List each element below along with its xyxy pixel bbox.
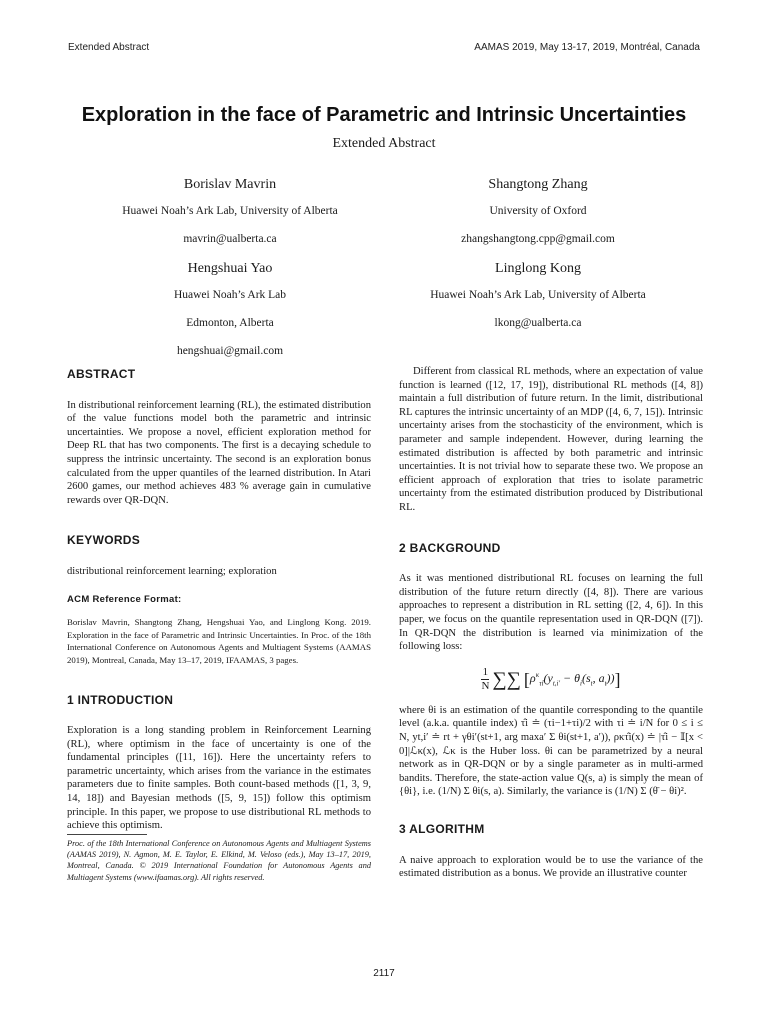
- background-text: As it was mentioned distributional RL focuses on learning the full distribution of the future return directly ([4, 8]). There are various approaches to represent a distribution in RL setting ([2, 4, 6]). In this paper, we focus on the quantile representation used in QR-DQN ([7]). In QR-DQN the distribution is learned via minimization of the following loss:: [399, 573, 703, 653]
- abstract-heading: ABSTRACT: [67, 367, 136, 381]
- paper-title: Exploration in the face of Parametric and Intrinsic Uncertainties: [81, 104, 687, 126]
- paper-subtitle: Extended Abstract: [332, 136, 436, 151]
- running-header-left: Extended Abstract: [68, 42, 150, 53]
- author-location: Edmonton, Alberta: [186, 317, 274, 329]
- running-header-right: AAMAS 2019, May 13-17, 2019, Montréal, Canada: [474, 42, 700, 53]
- author-email: zhangshangtong.cpp@gmail.com: [461, 233, 615, 245]
- algorithm-heading: 3 ALGORITHM: [399, 822, 485, 837]
- footnote-rule: [67, 834, 147, 835]
- background-definitions: where θi is an estimation of the quantile corresponding to the quantile level (a.k.a. quantile index) τ̂i ≐ (τi−1+τi)/2 with τi ≐ i/N for 0 ≤ i ≤ N, yt,i′ ≐ rt + γθi′(st+1, arg maxa′ Σ θi(st+1, a′)), ρκτ̂i(x) ≐ |τ̂i − 𝕀[x < 0]|ℒκ(x), ℒκ is the Huber loss. θi can be parametrized by a neural network as in QR-DQN or by a single parameter as in multi-armed bandits. Therefore, the state-action value Q(s, a) is simply the mean of {θi}, i.e. (1/N) Σ θi(s, a). Similarly, the variance is (1/N) Σ (θ̄ − θi)².: [399, 704, 703, 798]
- page-number: 2117: [373, 968, 395, 979]
- author-affiliation: Huawei Noah’s Ark Lab: [173, 289, 287, 301]
- algorithm-text: A naive approach to exploration would be to use the variance of the estimated distribution as a bonus. We provide an illustrative counter: [399, 854, 703, 880]
- acm-heading: ACM Reference Format:: [67, 593, 182, 605]
- right-column: [399, 365, 703, 881]
- author-affiliation: University of Oxford: [489, 205, 587, 217]
- keywords-text: distributional reinforcement learning; exploration: [67, 565, 277, 577]
- introduction-heading: 1 INTRODUCTION: [67, 692, 174, 707]
- author-email: lkong@ualberta.ca: [494, 317, 582, 329]
- author-block-mavrin: [70, 177, 390, 261]
- author-block-zhang: [378, 177, 698, 261]
- author-block-kong: [378, 261, 698, 345]
- left-column: [67, 368, 371, 833]
- author-affiliation: Huawei Noah’s Ark Lab, University of Alberta: [430, 289, 646, 301]
- author-name: Linglong Kong: [495, 261, 581, 276]
- acm-text: Borislav Mavrin, Shangtong Zhang, Hengshuai Yao, and Linglong Kong. 2019. Exploration in the face of Parametric and Intrinsic Uncertainties. In Proc. of the 18th International Conference on Autonomous Agents and Multiagent Systems (AAMAS 2019), Montreal, Canada, May 13–17, 2019, IFAAMAS, 3 pages.: [67, 617, 371, 665]
- distributional-rl-paragraph: Different from classical RL methods, where an expectation of value function is learned ([12, 17, 19]), distributional RL methods ([4, 8]) maintain a full distribution of future return. In the limit, distributional RL captures the intrinsic uncertainty of an MDP ([4, 6, 7, 15]). Intrinsic uncertainty arises from the stochasticity of the environment, which is parameter and sample independent. However, during learning the estimated distribution is affected by both parametric and intrinsic uncertainties. It is not trivial how to separate these two. We propose an efficient approach of exploration that tries to isolate parametric uncertainty from the estimated distribution produced by Distributional RL.: [399, 366, 703, 513]
- loss-equation: $\frac{1}{N}$ ∑∑ [$\rho^\kappa_{\taûi}(y_{t,i'} - \theta_i(s_t$, $a_t$))]: [481, 665, 621, 693]
- introduction-text: Exploration is a long standing problem in Reinforcement Learning (RL), where optimism in the face of uncertainty is one of the fundamental principles ([11, 16]). Here the uncertainty refers to parametric uncertainty, which arises from the variance in the estimates parameters due to finite samples. Both count-based methods ([1, 3, 9, 14, 18]) and Bayesian methods ([5, 9, 15]) follow this optimism principle. In this paper, we propose to use distributional RL methods to achieve this optimism.: [67, 725, 371, 832]
- footnote: Proc. of the 18th International Conference on Autonomous Agents and Multiagent Systems (AAMAS 2019), N. Agmon, M. E. Taylor, E. Elkind, M. Veloso (eds.), May 13–17, 2019, Montreal, Canada. © 2019 International Foundation for Autonomous Agents and Multiagent Systems (www.ifaamas.org). All rights reserved.: [67, 839, 371, 882]
- author-email: hengshuai@gmail.com: [176, 345, 284, 357]
- author-email: mavrin@ualberta.ca: [183, 233, 277, 245]
- author-affiliation: Huawei Noah’s Ark Lab, University of Alberta: [122, 205, 338, 217]
- background-heading: 2 BACKGROUND: [399, 540, 501, 555]
- author-name: Shangtong Zhang: [488, 177, 588, 192]
- author-name: Hengshuai Yao: [187, 261, 273, 276]
- abstract-text: In distributional reinforcement learning (RL), the estimated distribution of the value functions model both the parametric and intrinsic uncertainties. We propose a novel, efficient exploration method for Deep RL that has two components. The first is a decaying schedule to suppress the intrinsic uncertainty. The second is an exploration bonus calculated from the upper quantiles of the learned distribution. In Atari 2600 games, our method achieves 483 % average gain in cumulative rewards over QR-DQN.: [67, 399, 371, 506]
- author-block-yao: [70, 261, 390, 373]
- keywords-heading: KEYWORDS: [67, 533, 141, 548]
- author-name: Borislav Mavrin: [183, 177, 277, 192]
